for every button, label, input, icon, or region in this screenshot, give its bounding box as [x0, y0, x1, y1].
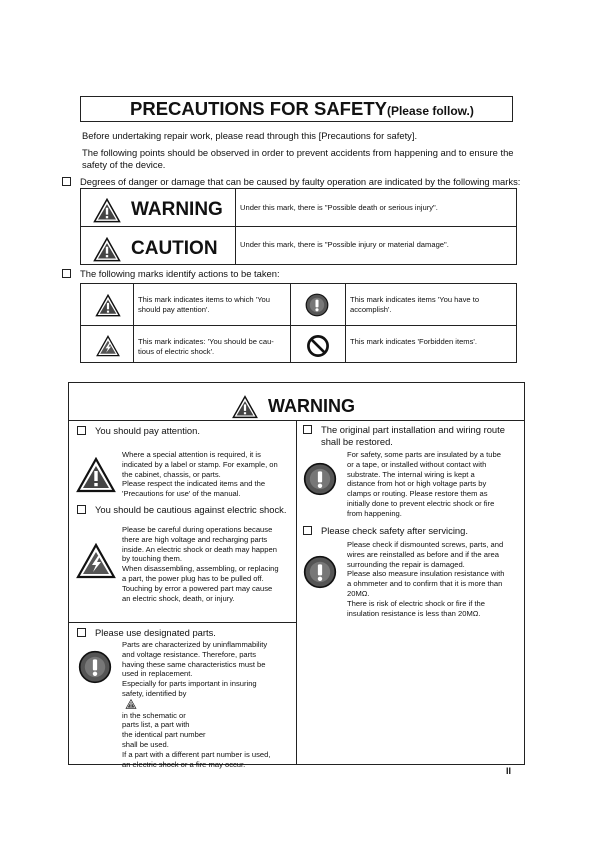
attention-triangle-icon	[95, 294, 121, 317]
checkbox-icon	[77, 505, 86, 514]
original-title: The original part installation and wiring route	[303, 424, 505, 435]
warning-heading: WARNING	[268, 396, 355, 416]
degrees-line: Degrees of danger or damage that can be caused by faulty operation are indicated by the following marks:	[62, 176, 520, 187]
checkbox-icon	[62, 269, 71, 278]
mark-shock-desc: This mark indicates: 'You should be cau- tious of electric shock'.	[138, 337, 274, 356]
mark-attention-desc: This mark indicates items to which 'You should pay attention'.	[138, 295, 271, 314]
designated-text: Parts are characterized by uninflammability and voltage resistance. Therefore, parts having these same characteristics must be used in replacement. Especially for parts important in insuring safety, identified by in the schematic or parts list, a part with the identical part number shall be used. If a part with a different part number is used, an electric shock or a fire may occur.	[122, 640, 271, 769]
electric-shock-icon	[76, 543, 116, 579]
warning-triangle-icon	[93, 198, 121, 223]
shock-text: Please be careful during operations because there are high voltage and recharging parts inside. An electric shock or death may happen by touching them. When disassembling, assembling, or replacing a part, the power plug has to be pulled off. Touching by error a powered part may cause an electric shock, death, or injury.	[122, 525, 279, 603]
mandatory-action-icon	[303, 555, 337, 589]
title-main: PRECAUTIONS FOR SAFETY	[130, 98, 387, 119]
warning-heading-icon	[232, 395, 258, 419]
intro-line-2: The following points should be observed in order to prevent accidents from happening and to ensure the	[82, 147, 514, 158]
attention-triangle-icon	[76, 457, 116, 493]
divider	[235, 188, 236, 265]
page-title	[130, 96, 512, 122]
divider	[133, 283, 134, 363]
designated-title: Please use designated parts.	[77, 627, 216, 638]
divider	[68, 622, 296, 623]
actions-line: The following marks identify actions to be taken:	[62, 268, 280, 279]
checkbox-icon	[62, 177, 71, 186]
original-text: For safety, some parts are insulated by a tube or a tape, or installed without contact with substrate. The internal wiring is kept a distance from hot or high voltage parts by clamps or routing. Please restore them as initially done to prevent electric shock or fire from happening.	[347, 450, 501, 518]
original-title-2: shall be restored.	[321, 436, 393, 447]
warning-mark-desc: Under this mark, there is "Possible death or serious injury".	[240, 203, 438, 212]
checkbox-icon	[77, 426, 86, 435]
divider	[296, 420, 297, 765]
intro-line-3: safety of the device.	[82, 159, 166, 170]
mandatory-action-icon	[303, 462, 337, 496]
caution-mark-label: CAUTION	[131, 238, 218, 259]
mark-forbidden-desc: This mark indicates 'Forbidden items'.	[350, 337, 477, 346]
checkbox-icon	[303, 526, 312, 535]
divider	[290, 283, 291, 363]
warning-triangle-icon	[125, 699, 137, 709]
title-sub: (Please follow.)	[386, 104, 474, 118]
caution-triangle-icon	[93, 237, 121, 262]
checkbox-icon	[77, 628, 86, 637]
checkbox-icon	[303, 425, 312, 434]
check-text: Please check if dismounted screws, parts, and wires are reinstalled as before and if the area surrounding the repair is damaged. Please also measure insulation resistance with a ohmmeter and to confirm that it is more than 20MΩ. There is risk of electric shock or fire if the insulation resistance is less than 20MΩ.	[347, 540, 505, 618]
electric-shock-icon	[96, 335, 120, 357]
divider	[345, 283, 346, 363]
divider	[80, 325, 517, 326]
warning-mark-label: WARNING	[131, 199, 223, 220]
check-title: Please check safety after servicing.	[303, 525, 468, 536]
intro-line-1: Before undertaking repair work, please read through this [Precautions for safety].	[82, 130, 418, 141]
mandatory-action-icon	[305, 293, 329, 317]
mark-have-to-desc: This mark indicates items 'You have to accomplish'.	[350, 295, 480, 314]
shock-title: You should be cautious against electric shock.	[77, 504, 286, 515]
caution-mark-desc: Under this mark, there is "Possible injury or material damage".	[240, 240, 449, 249]
page-number: II	[506, 766, 512, 776]
forbidden-icon	[306, 334, 330, 358]
attention-title: You should pay attention.	[77, 425, 200, 436]
attention-text: Where a special attention is required, it is indicated by a label or stamp. For example, on the cabinet, chassis, or parts. Please respect the indicated items and the 'Precautions for use' of the manual.	[122, 450, 278, 499]
mandatory-action-icon	[78, 650, 112, 684]
divider	[80, 226, 517, 227]
